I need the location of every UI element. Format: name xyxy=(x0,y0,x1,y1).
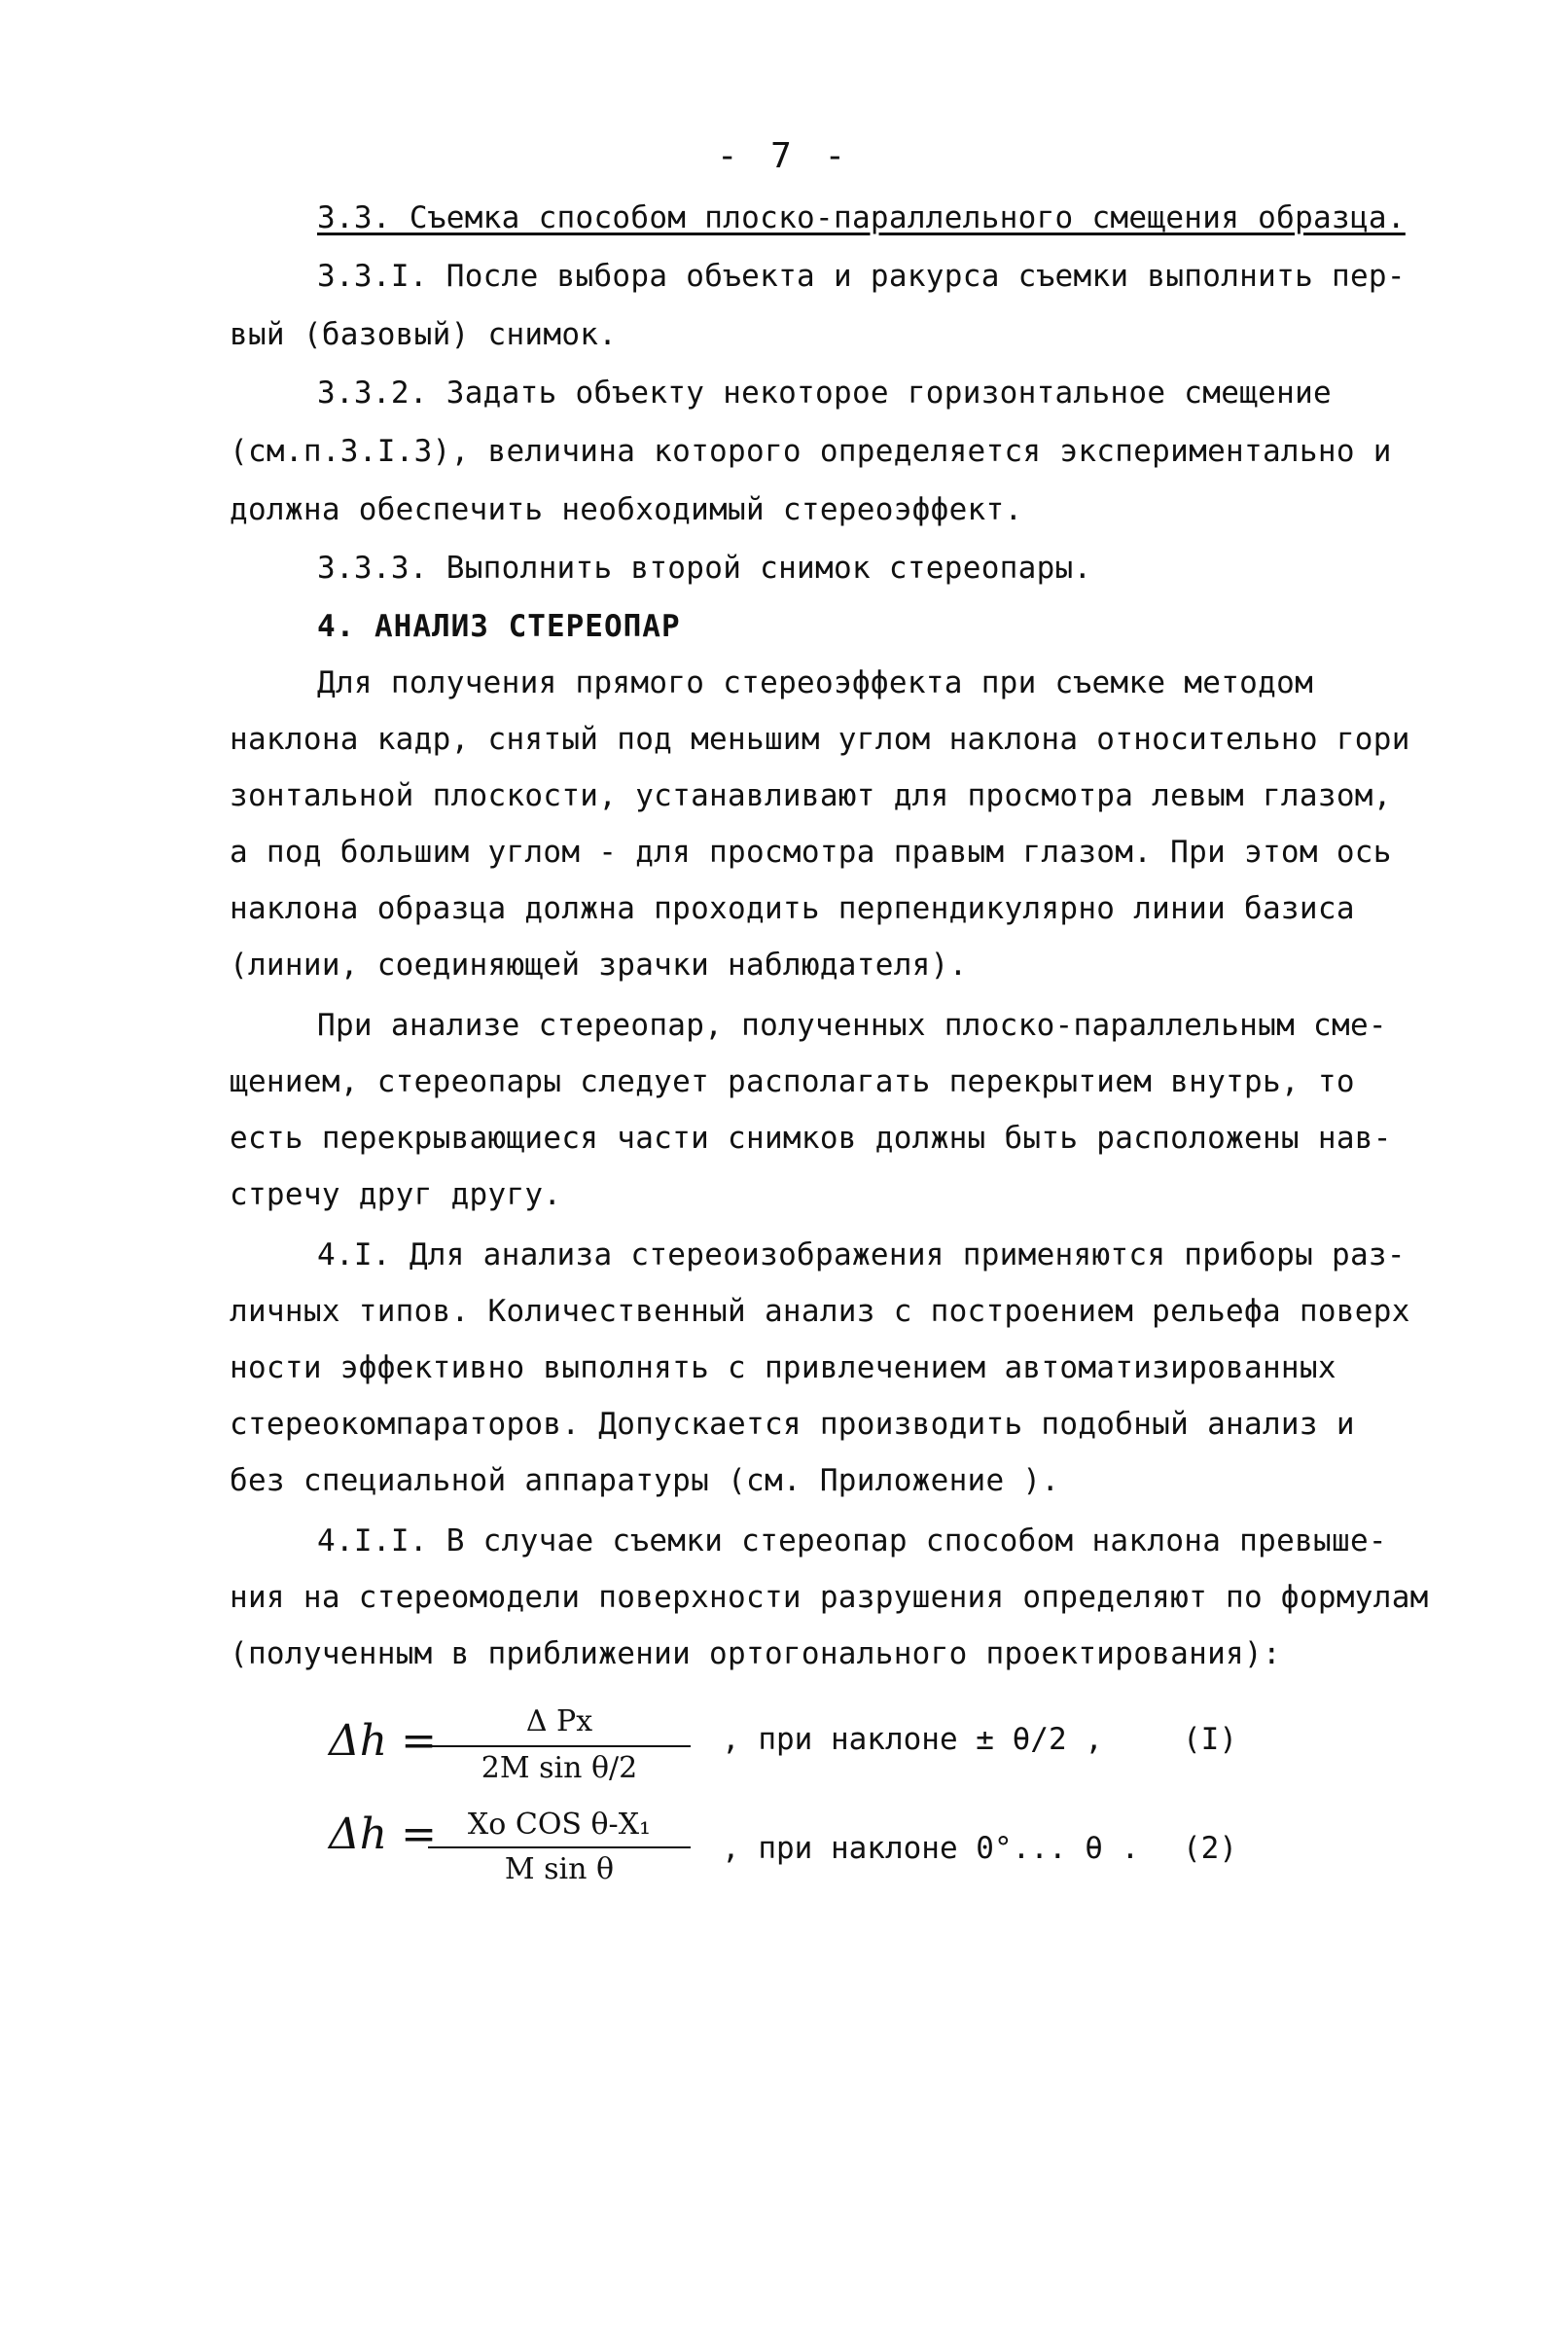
formula-1-numerator: Δ Px xyxy=(525,1704,593,1738)
text-line: без специальной аппаратуры (см. Приложение ). xyxy=(230,1463,1060,1498)
text-line: а под большим углом - для просмотра правым глазом. При этом ось xyxy=(230,835,1392,870)
formula-2-condition: , при наклоне 0°... θ . xyxy=(722,1831,1140,1866)
formula-1-fraction-bar xyxy=(428,1745,691,1747)
text-line: стереокомпараторов. Допускается производить подобный анализ и xyxy=(230,1407,1355,1442)
text-line: 3.3.3. Выполнить второй снимок стереопары. xyxy=(317,551,1092,586)
formula-1-denominator: 2M sin θ/2 xyxy=(481,1751,638,1785)
text-line: ности эффективно выполнять с привлечением автоматизированных xyxy=(230,1350,1336,1385)
text-line: 3.3.2. Задать объекту некоторое горизонтальное смещение xyxy=(317,376,1332,411)
text-line: наклона кадр, снятый под меньшим углом наклона относительно гори xyxy=(230,722,1410,757)
formula-2-number: (2) xyxy=(1183,1831,1237,1866)
formula-2-fraction-bar xyxy=(428,1846,691,1848)
text-line: стречу друг другу. xyxy=(230,1177,562,1212)
text-line: Для получения прямого стереоэффекта при съемке методом xyxy=(317,665,1314,700)
formula-2-lhs: Δh = xyxy=(329,1809,437,1859)
text-line: 4.I.I. В случае съемки стереопар способом наклона превыше- xyxy=(317,1523,1387,1558)
formula-2-denominator: M sin θ xyxy=(504,1852,615,1886)
formula-1-condition: , при наклоне ± θ/2 , xyxy=(722,1722,1103,1757)
text-line: вый (базовый) снимок. xyxy=(230,317,618,352)
text-line: 4.I. Для анализа стереоизображения применяются приборы раз- xyxy=(317,1237,1406,1272)
text-line: должна обеспечить необходимый стереоэффект. xyxy=(230,492,1023,527)
text-line: зонтальной плоскости, устанавливают для просмотра левым глазом, xyxy=(230,778,1392,813)
text-line: щением, стереопары следует располагать перекрытием внутрь, то xyxy=(230,1064,1355,1099)
section-3-3-heading: 3.3. Съемка способом плоско-параллельного смещения образца. xyxy=(317,200,1406,235)
text-line: наклона образца должна проходить перпендикулярно линии базиса xyxy=(230,891,1355,926)
formula-1-number: (I) xyxy=(1183,1722,1237,1757)
text-line: (линии, соединяющей зрачки наблюдателя). xyxy=(230,948,968,983)
text-line: личных типов. Количественный анализ с построением рельефа поверх xyxy=(230,1294,1410,1329)
text-line: 3.3.I. После выбора объекта и ракурса съемки выполнить пер- xyxy=(317,259,1406,294)
text-line: (см.п.3.I.3), величина которого определяется экспериментально и xyxy=(230,434,1392,469)
text-line: При анализе стереопар, полученных плоско-параллельным сме- xyxy=(317,1008,1387,1043)
text-line: есть перекрывающиеся части снимков должны быть расположены нав- xyxy=(230,1121,1392,1156)
formula-1-lhs: Δh = xyxy=(329,1716,437,1766)
formula-2-numerator: Xo COS θ-X₁ xyxy=(467,1808,652,1842)
section-4-heading: 4. АНАЛИЗ СТЕРЕОПАР xyxy=(317,609,681,644)
text-line: (полученным в приближении ортогонального проектирования): xyxy=(230,1636,1281,1671)
text-line: ния на стереомодели поверхности разрушения определяют по формулам xyxy=(230,1580,1429,1615)
page-number: - 7 - xyxy=(716,136,852,176)
